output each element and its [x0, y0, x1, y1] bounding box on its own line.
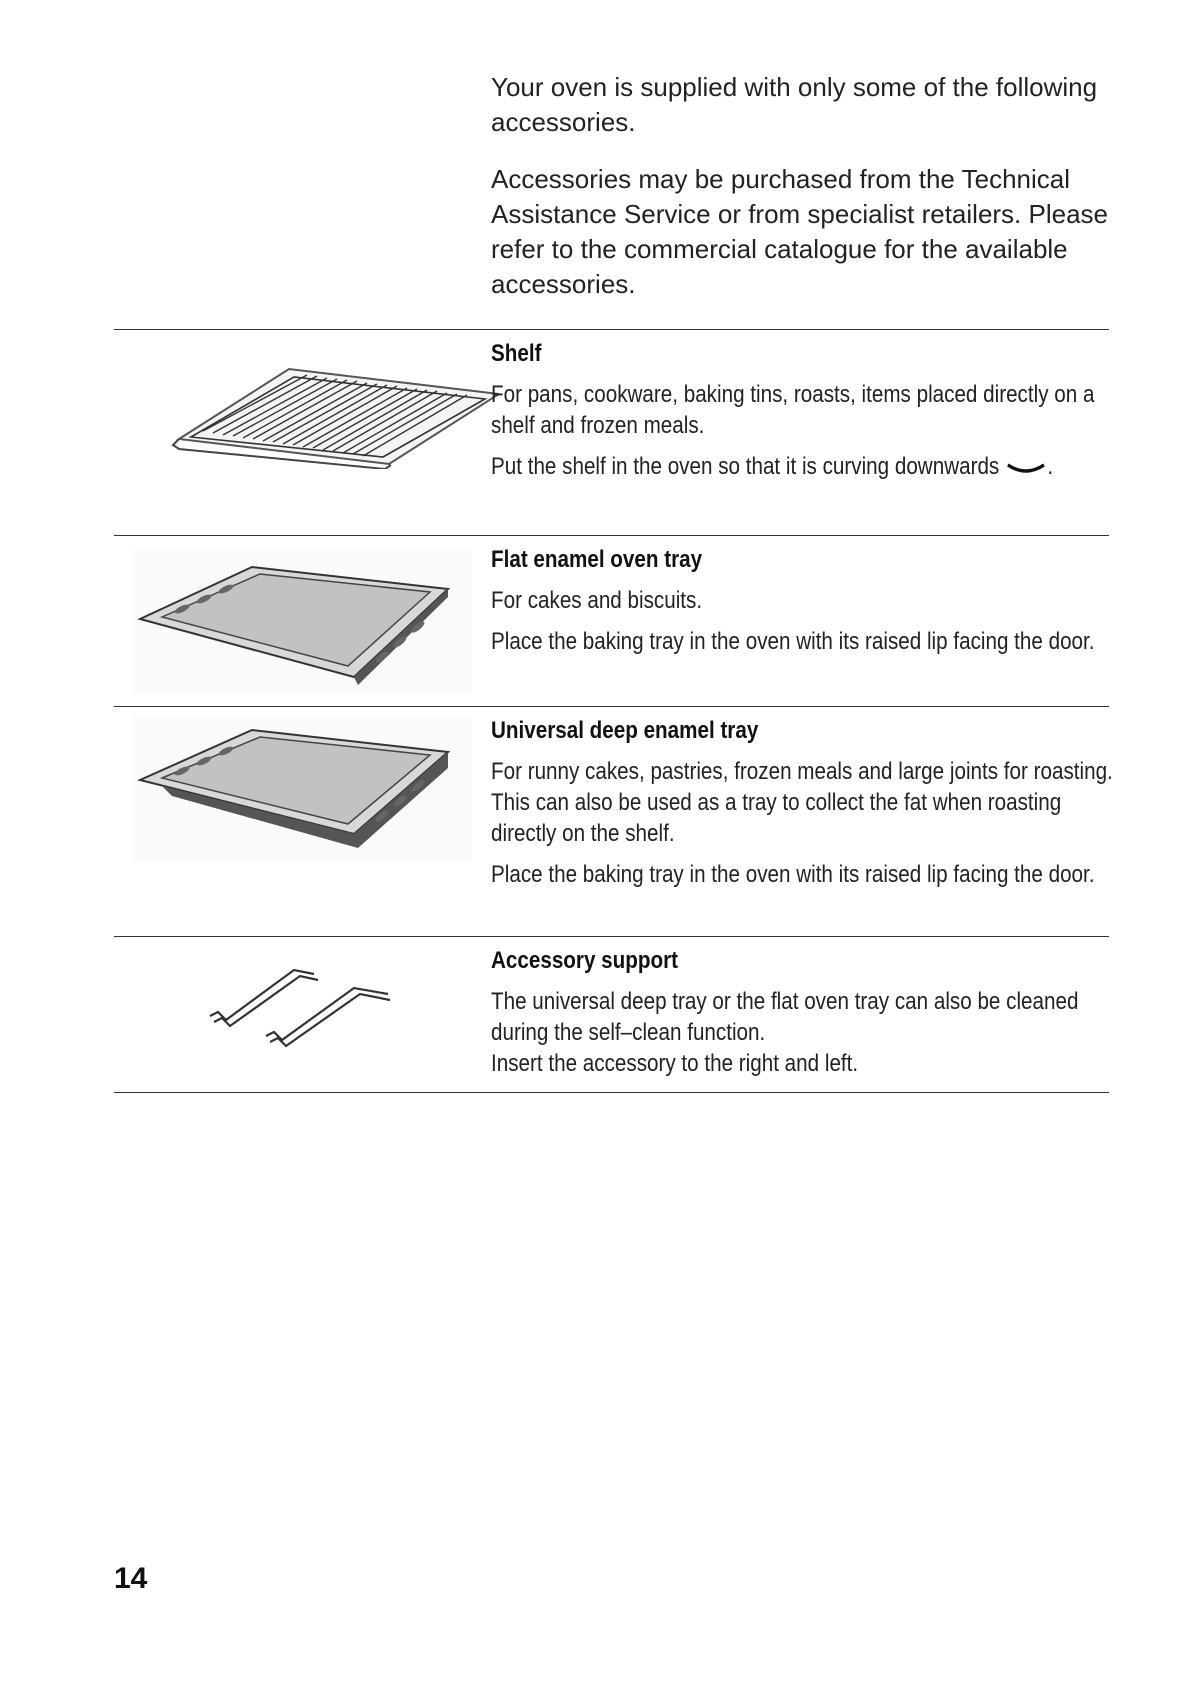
flat-tray-icon: [132, 549, 472, 699]
accessory-shelf: [114, 329, 1109, 535]
intro-paragraph-2: Accessories may be purchased from the Technical Assistance Service or from specialist retailers. Please refer to the commercial catalogue for the available accessories.: [491, 164, 1109, 299]
shelf-icon: [169, 349, 499, 474]
accessory-support: [114, 936, 1109, 1092]
accessory-description: For pans, cookware, baking tins, roasts, items placed directly on a shelf and frozen meals.: [491, 381, 1095, 439]
page-number: 14: [114, 1562, 148, 1595]
accessory-title: Accessory support: [491, 947, 678, 974]
intro-paragraph-1: Your oven is supplied with only some of the following accessories.: [491, 72, 1098, 137]
accessory-shelf-text: [491, 339, 1116, 493]
accessory-instruction: Insert the accessory to the right and left.: [491, 1050, 859, 1077]
accessory-instruction: [491, 451, 1116, 483]
deep-tray-icon: [132, 716, 472, 866]
accessory-description: For runny cakes, pastries, frozen meals and large joints for roasting. This can also be used as a tray to collect the fat when roasting directly on the shelf.: [491, 758, 1113, 847]
intro-text: [491, 70, 1131, 324]
accessory-description: For cakes and biscuits.: [491, 587, 703, 614]
accessory-description: The universal deep tray or the flat oven tray can also be cleaned during the self–clean function.: [491, 988, 1079, 1046]
accessory-flat-tray: [114, 535, 1109, 706]
accessory-instruction: Place the baking tray in the oven with its raised lip facing the door.: [491, 861, 1095, 888]
accessory-support-icon: [204, 952, 404, 1057]
accessory-support-text: [491, 946, 1116, 1089]
accessory-title: Universal deep enamel tray: [491, 717, 759, 744]
divider: [114, 1092, 1109, 1093]
accessory-title: Shelf: [491, 340, 542, 367]
accessory-instruction-end: .: [1047, 453, 1054, 480]
accessory-deep-tray: [114, 706, 1113, 936]
accessory-instruction: Place the baking tray in the oven with its raised lip facing the door.: [491, 628, 1095, 655]
accessory-instruction-text: Put the shelf in the oven so that it is curving downwards: [491, 453, 1000, 480]
accessory-title: Flat enamel oven tray: [491, 546, 703, 573]
curve-downwards-icon: [1006, 452, 1046, 483]
accessory-deep-tray-text: [491, 716, 1116, 900]
accessory-flat-tray-text: [491, 545, 1116, 667]
